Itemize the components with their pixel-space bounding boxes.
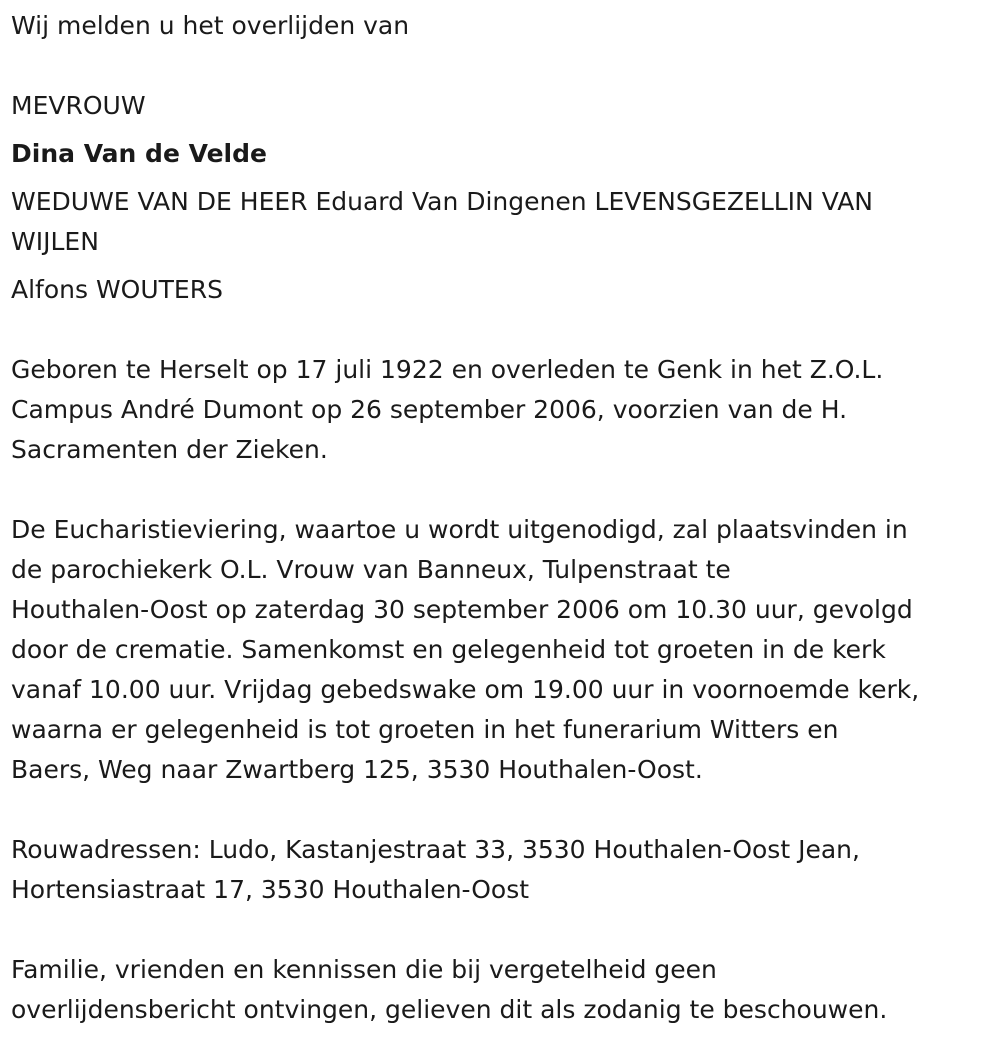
ceremony-line: De Eucharistieviering, waartoe u wordt uitgenodigd, zal plaatsvinden in — [11, 515, 908, 544]
honorific-title: MEVROUW — [11, 91, 146, 120]
birth-death-line: Campus André Dumont op 26 september 2006, voorzien van de H. — [11, 395, 848, 424]
relation-line-1: WEDUWE VAN DE HEER Eduard Van Dingenen LEVENSGEZELLIN VAN — [11, 187, 874, 216]
intro-text: Wij melden u het overlijden van — [11, 11, 410, 40]
addresses-line: Rouwadressen: Ludo, Kastanjestraat 33, 3530 Houthalen-Oost Jean, — [11, 835, 860, 864]
birth-death-line: Geboren te Herselt op 17 juli 1922 en overleden te Genk in het Z.O.L. — [11, 355, 884, 384]
birth-death-line: Sacramenten der Zieken. — [11, 435, 328, 464]
relation-line-2: WIJLEN — [11, 227, 99, 256]
partner-name: Alfons WOUTERS — [11, 275, 223, 304]
ceremony-line: waarna er gelegenheid is tot groeten in het funerarium Witters en — [11, 715, 839, 744]
ceremony-line: door de crematie. Samenkomst en gelegenheid tot groeten in de kerk — [11, 635, 886, 664]
ceremony-line: vanaf 10.00 uur. Vrijdag gebedswake om 19.00 uur in voornoemde kerk, — [11, 675, 920, 704]
ceremony-line: de parochiekerk O.L. Vrouw van Banneux, Tulpenstraat te — [11, 555, 731, 584]
closing-line: Familie, vrienden en kennissen die bij vergetelheid geen — [11, 955, 717, 984]
addresses-line: Hortensiastraat 17, 3530 Houthalen-Oost — [11, 875, 530, 904]
closing-line: overlijdensbericht ontvingen, gelieven dit als zodanig te beschouwen. — [11, 995, 888, 1024]
deceased-name: Dina Van de Velde — [11, 139, 267, 168]
ceremony-line: Houthalen-Oost op zaterdag 30 september 2006 om 10.30 uur, gevolgd — [11, 595, 913, 624]
ceremony-line: Baers, Weg naar Zwartberg 125, 3530 Houthalen-Oost. — [11, 755, 703, 784]
